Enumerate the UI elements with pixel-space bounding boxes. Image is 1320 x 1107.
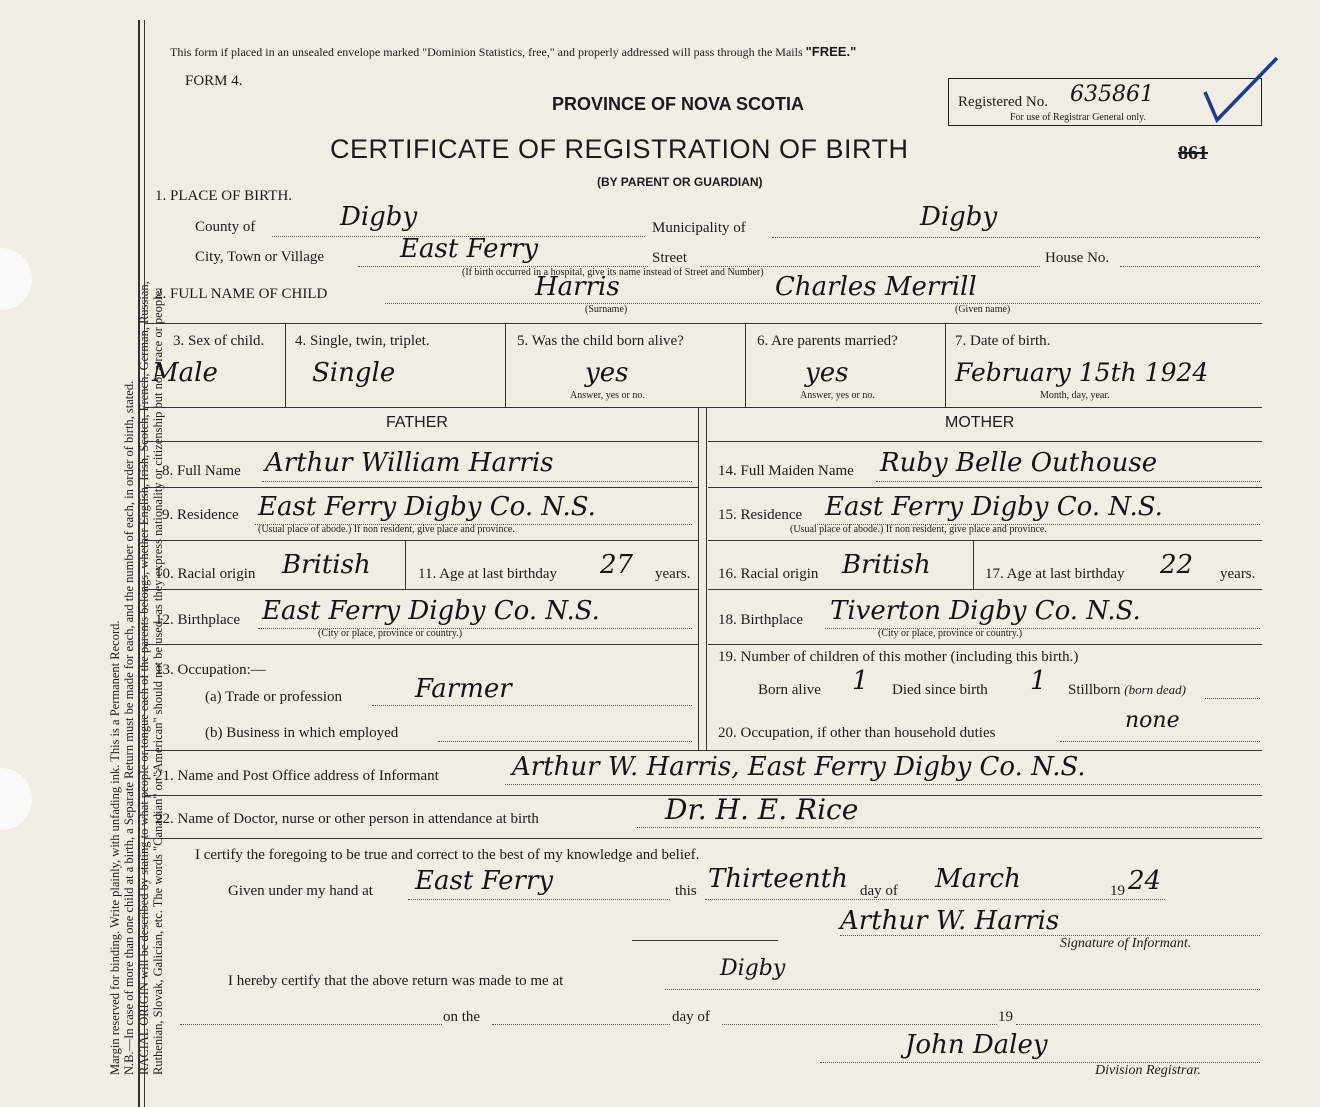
residence-caption: (Usual place of abode.) If non resident, give place and province.	[790, 524, 1047, 535]
father-birthplace-label: 12. Birthplace	[155, 612, 240, 628]
birthplace-caption: (City or place, province or country.)	[318, 628, 463, 639]
margin-line: N.B.—In case of more than one child at a birth, a Separate Return must be made for each, and the number of each, in order of birth, stated.	[122, 380, 137, 1075]
given-caption: (Given name)	[955, 304, 1011, 315]
rule	[745, 323, 746, 408]
married-value: yes	[805, 358, 849, 388]
doctor-value: Dr. H. E. Rice	[665, 793, 859, 826]
mother-residence-label: 15. Residence	[718, 507, 803, 523]
margin-line: Ruthenian, Slovak, Galician, etc. The words "Canadian" or "American" should not be used, as they express nationality or citizenship but not a race or people.	[150, 287, 165, 1075]
mother-race-label: 16. Racial origin	[718, 566, 819, 582]
father-race-label: 10. Racial origin	[155, 566, 256, 582]
born-alive-value: yes	[585, 358, 629, 388]
rule	[708, 644, 1262, 645]
surname-caption: (Surname)	[585, 304, 628, 315]
father-age: 27	[600, 550, 634, 580]
given-month: March	[935, 864, 1021, 894]
rule	[973, 540, 974, 589]
father-name-label: 8. Full Name	[162, 463, 241, 479]
underline	[262, 481, 692, 482]
mother-age: 22	[1160, 550, 1194, 580]
registered-number: 635861	[1070, 82, 1154, 107]
registrar-place: Digby	[720, 956, 786, 981]
underline	[840, 935, 1260, 936]
father-residence: East Ferry Digby Co. N.S.	[258, 492, 596, 522]
margin-number: 861	[1178, 142, 1208, 164]
rule	[145, 838, 1262, 839]
municipality-label: Municipality of	[652, 220, 746, 236]
born-alive-label: 5. Was the child born alive?	[517, 333, 684, 349]
province: PROVINCE OF NOVA SCOTIA	[552, 94, 805, 114]
registrar-year-prefix: 19	[998, 1009, 1013, 1025]
died-count: 1	[1030, 666, 1047, 696]
form-number: FORM 4.	[185, 73, 243, 89]
mother-children-label: 19. Number of children of this mother (including this birth.)	[718, 649, 1079, 665]
answer-caption: Answer, yes or no.	[800, 390, 875, 401]
child-surname: Harris	[535, 272, 620, 302]
father-occupation-label: 13. Occupation:—	[155, 662, 266, 678]
registrar-signature: John Daley	[905, 1030, 1048, 1060]
underline	[1205, 698, 1260, 699]
signature-caption: Signature of Informant.	[1060, 936, 1192, 951]
underline	[385, 303, 1260, 304]
given-place: East Ferry	[415, 866, 554, 896]
hospital-note: (If birth occurred in a hospital, give its name instead of Street and Number)	[462, 267, 764, 278]
sex-label: 3. Sex of child.	[173, 333, 265, 349]
residence-caption: (Usual place of abode.) If non resident, give place and province.	[258, 524, 515, 535]
underline	[438, 741, 692, 742]
binding-hole	[0, 248, 32, 310]
underline	[722, 1024, 997, 1025]
rule	[285, 323, 286, 408]
county-label: County of	[195, 219, 256, 235]
mother-years: years.	[1220, 566, 1256, 582]
registrar-caption: Division Registrar.	[1095, 1063, 1201, 1078]
father-heading: FATHER	[386, 414, 448, 431]
registrar-statement: I hereby certify that the above return was made to me at	[228, 973, 564, 989]
rule	[708, 540, 1262, 541]
dob-value: February 15th 1924	[955, 358, 1209, 387]
mail-free: "FREE."	[805, 44, 857, 59]
margin-rule	[138, 20, 140, 1107]
rule	[145, 407, 1262, 408]
mother-name-label: 14. Full Maiden Name	[718, 463, 854, 479]
margin-instructions	[108, 15, 165, 1075]
divider	[632, 940, 778, 941]
father-residence-label: 9. Residence	[162, 507, 239, 523]
day-of-label: day of	[860, 883, 898, 899]
birthplace-caption: (City or place, province or country.)	[878, 628, 1023, 639]
underline	[1016, 1024, 1260, 1025]
mother-name: Ruby Belle Outhouse	[880, 448, 1158, 478]
mother-occupation-label: 20. Occupation, if other than household duties	[718, 725, 996, 741]
rule	[708, 589, 1262, 590]
died-label: Died since birth	[892, 682, 988, 698]
informant-label: 21. Name and Post Office address of Informant	[155, 768, 439, 784]
rule	[405, 540, 406, 589]
dob-caption: Month, day, year.	[1040, 390, 1110, 401]
trade-value: Farmer	[415, 674, 512, 704]
trade-label: (a) Trade or profession	[205, 689, 343, 705]
father-birthplace: East Ferry Digby Co. N.S.	[262, 596, 600, 626]
father-years: years.	[655, 566, 691, 582]
plurality-label: 4. Single, twin, triplet.	[295, 333, 430, 349]
year-prefix: 19	[1110, 883, 1125, 899]
child-given-name: Charles Merrill	[775, 272, 977, 302]
mother-occupation: none	[1125, 708, 1180, 733]
place-section-label: 1. PLACE OF BIRTH.	[155, 188, 293, 204]
underline	[505, 784, 1260, 785]
binding-hole	[0, 768, 32, 830]
city-label: City, Town or Village	[195, 249, 325, 265]
city-value: East Ferry	[400, 234, 539, 264]
plurality-value: Single	[312, 358, 396, 388]
margin-line: Margin reserved for binding. Write plainly, with unfading ink. This is a Permanent Record.	[108, 620, 122, 1075]
underline	[1060, 741, 1260, 742]
underline	[665, 989, 1260, 990]
this-label: this	[675, 883, 697, 899]
center-rule	[698, 407, 699, 750]
rule	[505, 323, 506, 408]
mother-birthplace: Tiverton Digby Co. N.S.	[830, 596, 1141, 626]
dob-label: 7. Date of birth.	[955, 333, 1051, 349]
mother-birthplace-label: 18. Birthplace	[718, 612, 803, 628]
registrar-use-note: For use of Registrar General only.	[1010, 112, 1146, 123]
underline	[180, 1024, 442, 1025]
given-day: Thirteenth	[708, 864, 848, 894]
checkmark-icon	[1195, 52, 1285, 132]
registrar-on-the: on the	[443, 1009, 481, 1025]
house-label: House No.	[1045, 250, 1110, 266]
sex-value: Male	[152, 358, 218, 388]
given-label: Given under my hand at	[228, 883, 373, 899]
rule	[145, 644, 698, 645]
page-title: CERTIFICATE OF REGISTRATION OF BIRTH	[330, 134, 909, 164]
underline	[772, 237, 1260, 238]
registered-label: Registered No.	[958, 94, 1048, 110]
rule	[145, 589, 698, 590]
business-label: (b) Business in which employed	[205, 725, 399, 741]
mother-age-label: 17. Age at last birthday	[985, 566, 1125, 582]
underline	[492, 1024, 670, 1025]
municipality-value: Digby	[920, 202, 998, 232]
certify-statement: I certify the foregoing to be true and correct to the best of my knowledge and belief.	[195, 847, 700, 863]
registrar-day-of: day of	[672, 1009, 710, 1025]
stillborn-caption: (born dead)	[1124, 682, 1187, 697]
father-race: British	[282, 550, 371, 580]
born-alive-count: 1	[852, 666, 869, 696]
answer-caption: Answer, yes or no.	[570, 390, 645, 401]
rule	[145, 441, 698, 442]
stillborn-label: Stillborn (born dead)	[1068, 682, 1187, 698]
rule	[708, 441, 1262, 442]
underline	[637, 827, 1260, 828]
rule	[145, 487, 698, 488]
born-alive-count-label: Born alive	[758, 682, 821, 698]
informant-signature: Arthur W. Harris	[840, 906, 1060, 936]
mother-race: British	[842, 550, 931, 580]
underline	[408, 899, 670, 900]
rule	[145, 323, 1262, 324]
margin-line: RACIAL ORIGIN will be described by stating to what people or tongue each of the parents belongs, whether English, Irish, Scotch, French, German, Russian,	[136, 281, 151, 1075]
underline	[372, 705, 692, 706]
rule	[145, 540, 698, 541]
mail-notice: This form if placed in an unsealed envelope marked "Dominion Statistics, free," and properly addressed will pass through the Mails "FREE."	[170, 44, 857, 59]
county-value: Digby	[340, 202, 418, 232]
mother-heading: MOTHER	[945, 414, 1015, 431]
informant-value: Arthur W. Harris, East Ferry Digby Co. N.S.	[512, 752, 1086, 782]
street-label: Street	[652, 250, 687, 266]
married-label: 6. Are parents married?	[757, 333, 898, 349]
father-age-label: 11. Age at last birthday	[418, 566, 557, 582]
rule	[145, 750, 1262, 751]
rule	[708, 487, 1262, 488]
rule	[945, 323, 946, 408]
mother-residence: East Ferry Digby Co. N.S.	[825, 492, 1163, 522]
subtitle: (BY PARENT OR GUARDIAN)	[597, 175, 763, 189]
given-year: 24	[1128, 866, 1162, 896]
father-name: Arthur William Harris	[265, 448, 554, 478]
underline	[705, 899, 1165, 900]
underline	[1120, 266, 1260, 267]
margin-rule	[144, 20, 145, 1107]
underline	[876, 481, 1260, 482]
doctor-label: 22. Name of Doctor, nurse or other person in attendance at birth	[155, 811, 539, 827]
center-rule	[706, 407, 707, 750]
child-name-label: 2. FULL NAME OF CHILD	[155, 286, 328, 302]
